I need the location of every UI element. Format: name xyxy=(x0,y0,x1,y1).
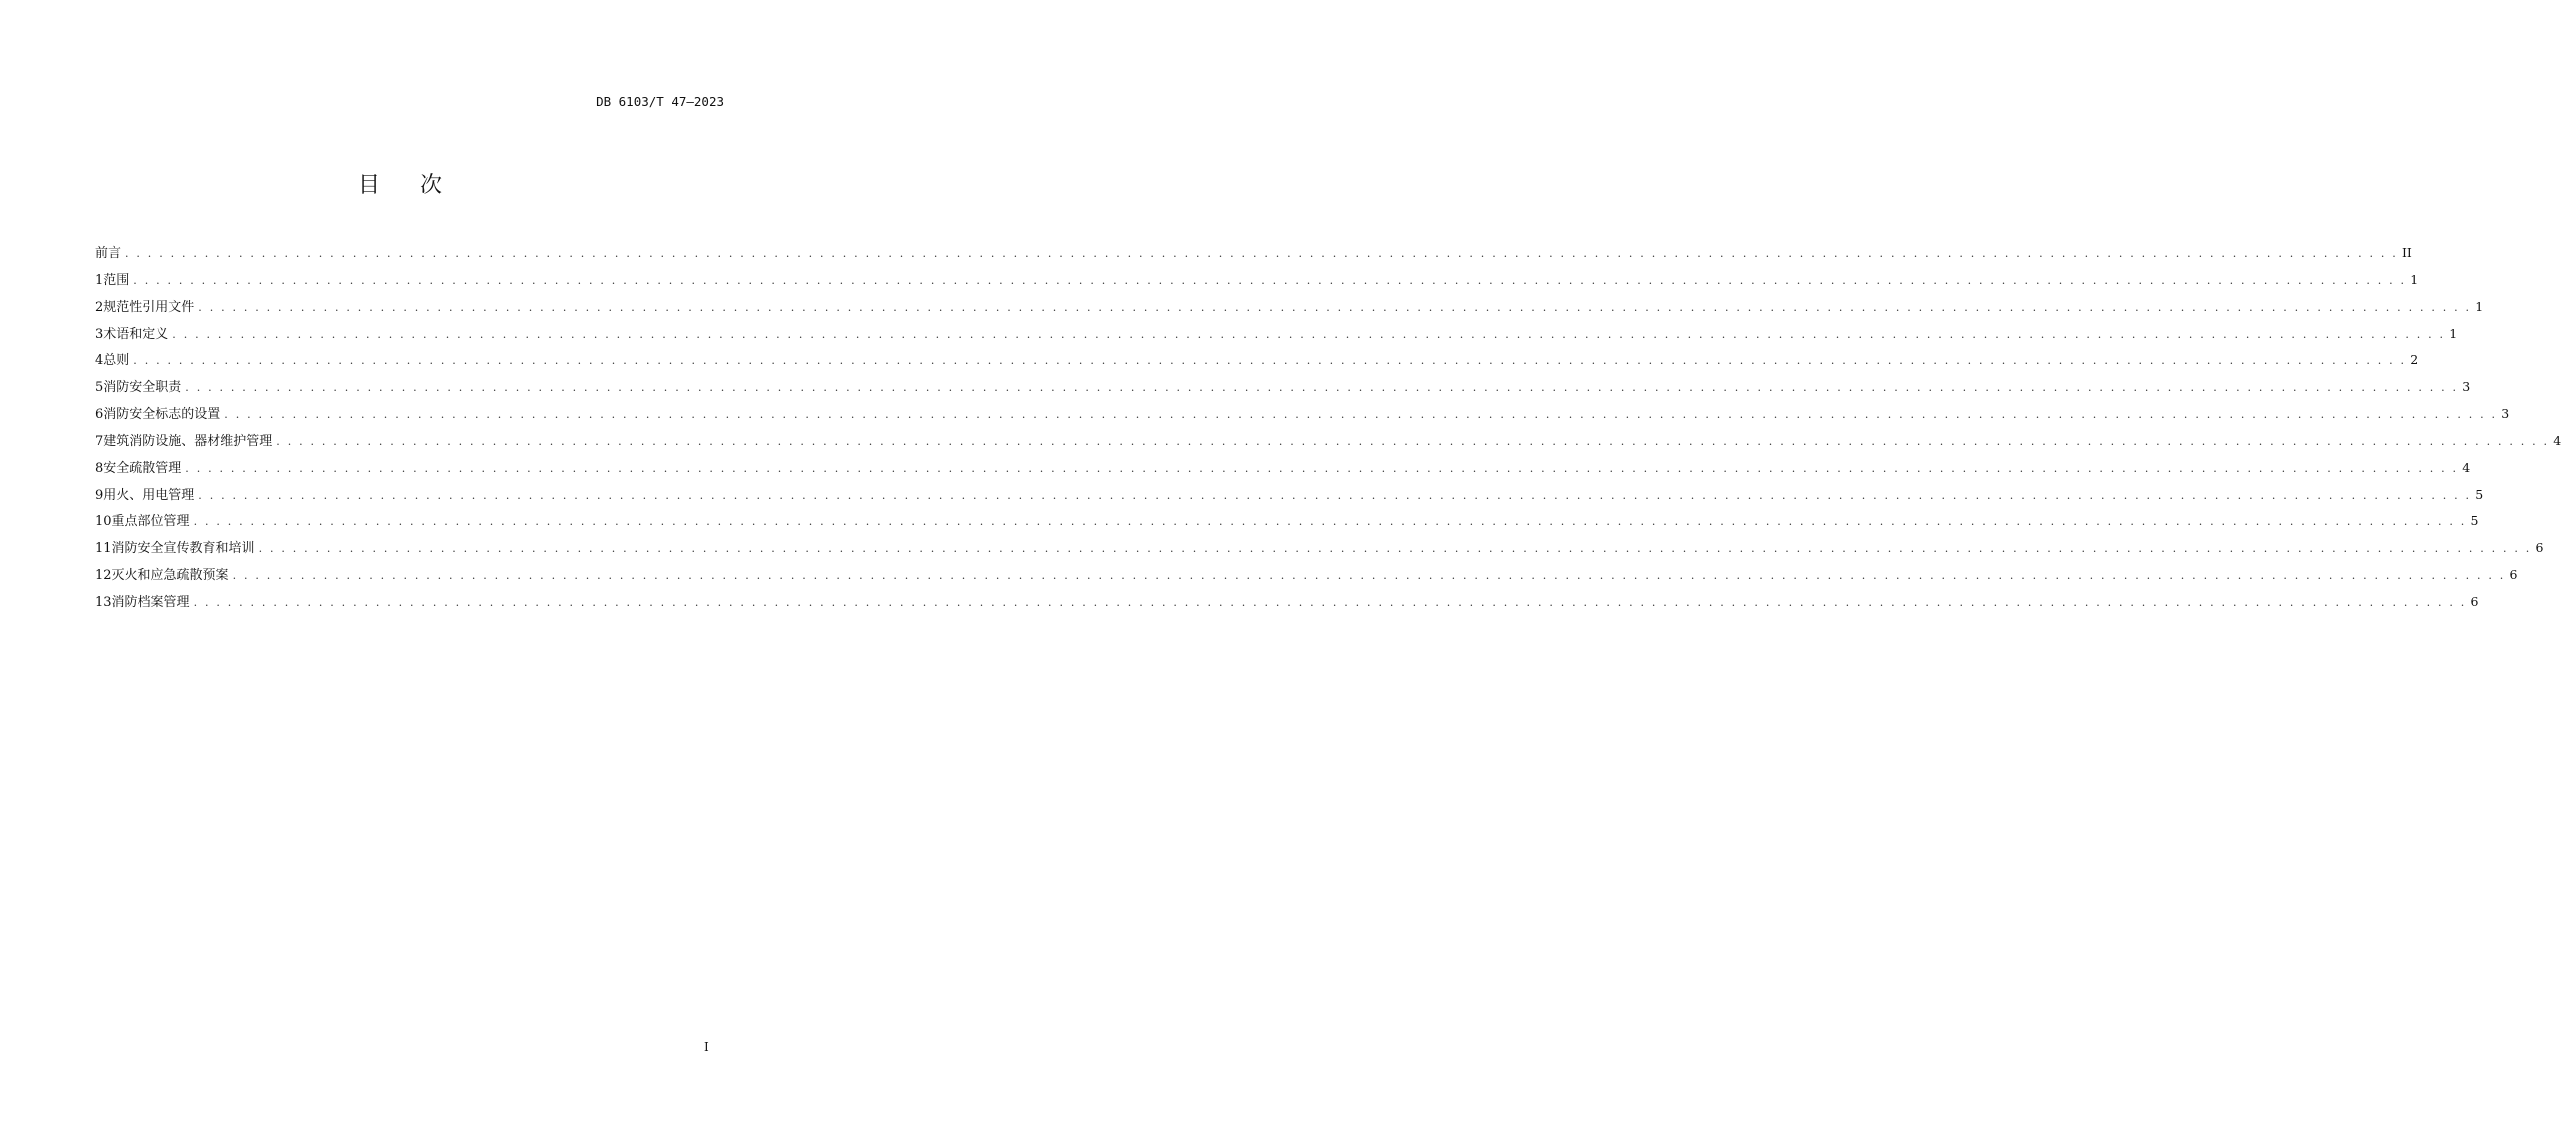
toc-entry-page: 1 xyxy=(2410,271,2419,287)
dot-leader: . . . . . . . . . . . . . . . . . . . . . . . . . . . . . . . . . . . . . . . . . . . . . . . . . . . . . . . . . . . . . . . . . . . . . . . . . . . . . . . . . . . . . . . . . . . . . . . . . . . . . . . . . . . . . . . . . . . . . . . . . . . . . . . . . . . . . . . . . . . . . . . . . . . . . . . . . . . . . . . . . . . . . . . . . . . . . . . . . . . . . . . . . . . . . . . . . . . . . . . . xyxy=(133,273,2407,287)
toc-entry-label: 规范性引用文件 xyxy=(103,299,195,315)
toc-entry[interactable] xyxy=(95,455,2471,482)
dot-leader: . . . . . . . . . . . . . . . . . . . . . . . . . . . . . . . . . . . . . . . . . . . . . . . . . . . . . . . . . . . . . . . . . . . . . . . . . . . . . . . . . . . . . . . . . . . . . . . . . . . . . . . . . . . . . . . . . . . . . . . . . . . . . . . . . . . . . . . . . . . . . . . . . . . . . . . . . . . . . . . . . . . . . . . . . . . . . . . . . . . . . . . . . . . . . . . . . . . . . . . . xyxy=(133,354,2407,368)
toc-entry-page: 4 xyxy=(2462,459,2471,475)
toc-entry-page: 1 xyxy=(2449,325,2458,341)
toc-entry-number: 3 xyxy=(95,326,104,342)
toc-entry-page: 6 xyxy=(2509,567,2518,583)
toc-entry-number: 8 xyxy=(95,460,104,476)
toc-entry-page: 4 xyxy=(2553,432,2561,448)
toc-entry[interactable] xyxy=(95,535,2544,562)
toc-entry-number: 2 xyxy=(95,299,104,315)
toc-entry-label: 消防档案管理 xyxy=(111,594,190,610)
toc-entry-number: 6 xyxy=(95,407,104,423)
dot-leader: . . . . . . . . . . . . . . . . . . . . . . . . . . . . . . . . . . . . . . . . . . . . . . . . . . . . . . . . . . . . . . . . . . . . . . . . . . . . . . . . . . . . . . . . . . . . . . . . . . . . . . . . . . . . . . . . . . . . . . . . . . . . . . . . . . . . . . . . . . . . . . . . . . . . . . . . . . . . . . . . . . . . . . . . . . . . . . . . . . . . . . . . . . . . . . . . . . . . . . . . xyxy=(185,381,2459,395)
toc-entry-page: 3 xyxy=(2462,379,2471,395)
toc-entry-number: 5 xyxy=(95,380,104,396)
toc-entry-page: 6 xyxy=(2470,593,2479,609)
dot-leader: . . . . . . . . . . . . . . . . . . . . . . . . . . . . . . . . . . . . . . . . . . . . . . . . . . . . . . . . . . . . . . . . . . . . . . . . . . . . . . . . . . . . . . . . . . . . . . . . . . . . . . . . . . . . . . . . . . . . . . . . . . . . . . . . . . . . . . . . . . . . . . . . . . . . . . . . . . . . . . . . . . . . . . . . . . . . . . . . . . . . . . . . . . . . . . . . . . . . . . . . xyxy=(258,542,2532,556)
toc-entry[interactable] xyxy=(95,428,2561,455)
toc-entry-label: 范围 xyxy=(103,272,130,288)
dot-leader: . . . . . . . . . . . . . . . . . . . . . . . . . . . . . . . . . . . . . . . . . . . . . . . . . . . . . . . . . . . . . . . . . . . . . . . . . . . . . . . . . . . . . . . . . . . . . . . . . . . . . . . . . . . . . . . . . . . . . . . . . . . . . . . . . . . . . . . . . . . . . . . . . . . . . . . . . . . . . . . . . . . . . . . . . . . . . . . . . . . . . . . . . . . . . . . . . . . . . . . . xyxy=(193,515,2467,529)
toc-entry-number: 7 xyxy=(95,433,104,449)
toc-entry-number: 13 xyxy=(95,594,112,610)
toc-entry-label: 消防安全宣传教育和培训 xyxy=(111,541,255,557)
toc-entry-label: 总则 xyxy=(103,353,130,369)
toc-entry[interactable] xyxy=(95,589,2479,616)
toc-entry[interactable] xyxy=(95,508,2479,535)
toc-entry-number: 4 xyxy=(95,353,104,369)
toc-entry-page: 1 xyxy=(2475,298,2484,314)
dot-leader: . . . . . . . . . . . . . . . . . . . . . . . . . . . . . . . . . . . . . . . . . . . . . . . . . . . . . . . . . . . . . . . . . . . . . . . . . . . . . . . . . . . . . . . . . . . . . . . . . . . . . . . . . . . . . . . . . . . . . . . . . . . . . . . . . . . . . . . . . . . . . . . . . . . . . . . . . . . . . . . . . . . . . . . . . . . . . . . . . . . . . . . . . . . . . . . . . . . . . . . . xyxy=(198,300,2472,314)
toc-entry-page: 6 xyxy=(2535,540,2544,556)
toc-entry-label: 建筑消防设施、器材维护管理 xyxy=(103,433,273,449)
toc-entry[interactable] xyxy=(95,562,2518,589)
dot-leader: . . . . . . . . . . . . . . . . . . . . . . . . . . . . . . . . . . . . . . . . . . . . . . . . . . . . . . . . . . . . . . . . . . . . . . . . . . . . . . . . . . . . . . . . . . . . . . . . . . . . . . . . . . . . . . . . . . . . . . . . . . . . . . . . . . . . . . . . . . . . . . . . . . . . . . . . . . . . . . . . . . . . . . . . . . . . . . . . . . . . . . . . . . . . . . . . . . . . . . . . xyxy=(172,327,2446,341)
toc-entry-label: 灭火和应急疏散预案 xyxy=(111,568,229,584)
toc-entry-page: 5 xyxy=(2475,486,2484,502)
toc-entry-page: 3 xyxy=(2501,406,2510,422)
page-number: I xyxy=(704,1040,709,1054)
toc-entry-number: 1 xyxy=(95,272,104,288)
toc-entry-label: 前言 xyxy=(95,246,122,261)
toc-entry-label: 消防安全职责 xyxy=(103,380,182,396)
table-of-contents xyxy=(95,240,2561,616)
dot-leader: . . . . . . . . . . . . . . . . . . . . . . . . . . . . . . . . . . . . . . . . . . . . . . . . . . . . . . . . . . . . . . . . . . . . . . . . . . . . . . . . . . . . . . . . . . . . . . . . . . . . . . . . . . . . . . . . . . . . . . . . . . . . . . . . . . . . . . . . . . . . . . . . . . . . . . . . . . . . . . . . . . . . . . . . . . . . . . . . . . . . . . . . . . . . . . . . . . . . . . . . xyxy=(125,247,2398,260)
page-title: 目次 xyxy=(357,173,482,198)
toc-entry-label: 安全疏散管理 xyxy=(103,460,182,476)
dot-leader: . . . . . . . . . . . . . . . . . . . . . . . . . . . . . . . . . . . . . . . . . . . . . . . . . . . . . . . . . . . . . . . . . . . . . . . . . . . . . . . . . . . . . . . . . . . . . . . . . . . . . . . . . . . . . . . . . . . . . . . . . . . . . . . . . . . . . . . . . . . . . . . . . . . . . . . . . . . . . . . . . . . . . . . . . . . . . . . . . . . . . . . . . . . . . . . . . . . . . . . . xyxy=(185,461,2459,475)
toc-entry-number: 12 xyxy=(95,568,112,584)
toc-entry[interactable] xyxy=(95,374,2471,401)
toc-entry-label: 用火、用电管理 xyxy=(103,487,195,503)
toc-entry[interactable] xyxy=(95,267,2419,294)
document-id: DB 6103/T 47—2023 xyxy=(596,94,724,109)
toc-entry-page: 2 xyxy=(2410,352,2419,368)
toc-entry-label: 消防安全标志的设置 xyxy=(103,407,221,423)
toc-entry[interactable] xyxy=(95,294,2484,321)
toc-entry-label: 术语和定义 xyxy=(103,326,169,342)
toc-entry[interactable] xyxy=(95,321,2458,348)
dot-leader: . . . . . . . . . . . . . . . . . . . . . . . . . . . . . . . . . . . . . . . . . . . . . . . . . . . . . . . . . . . . . . . . . . . . . . . . . . . . . . . . . . . . . . . . . . . . . . . . . . . . . . . . . . . . . . . . . . . . . . . . . . . . . . . . . . . . . . . . . . . . . . . . . . . . . . . . . . . . . . . . . . . . . . . . . . . . . . . . . . . . . . . . . . . . . . . . . . . . . . . . xyxy=(276,434,2550,448)
toc-entry-number: 9 xyxy=(95,487,104,503)
toc-entry[interactable] xyxy=(95,482,2484,509)
dot-leader: . . . . . . . . . . . . . . . . . . . . . . . . . . . . . . . . . . . . . . . . . . . . . . . . . . . . . . . . . . . . . . . . . . . . . . . . . . . . . . . . . . . . . . . . . . . . . . . . . . . . . . . . . . . . . . . . . . . . . . . . . . . . . . . . . . . . . . . . . . . . . . . . . . . . . . . . . . . . . . . . . . . . . . . . . . . . . . . . . . . . . . . . . . . . . . . . . . . . . . . . xyxy=(224,408,2498,422)
dot-leader: . . . . . . . . . . . . . . . . . . . . . . . . . . . . . . . . . . . . . . . . . . . . . . . . . . . . . . . . . . . . . . . . . . . . . . . . . . . . . . . . . . . . . . . . . . . . . . . . . . . . . . . . . . . . . . . . . . . . . . . . . . . . . . . . . . . . . . . . . . . . . . . . . . . . . . . . . . . . . . . . . . . . . . . . . . . . . . . . . . . . . . . . . . . . . . . . . . . . . . . . xyxy=(232,569,2506,583)
toc-entry-page: 5 xyxy=(2470,513,2479,529)
dot-leader: . . . . . . . . . . . . . . . . . . . . . . . . . . . . . . . . . . . . . . . . . . . . . . . . . . . . . . . . . . . . . . . . . . . . . . . . . . . . . . . . . . . . . . . . . . . . . . . . . . . . . . . . . . . . . . . . . . . . . . . . . . . . . . . . . . . . . . . . . . . . . . . . . . . . . . . . . . . . . . . . . . . . . . . . . . . . . . . . . . . . . . . . . . . . . . . . . . . . . . . . xyxy=(198,488,2472,502)
toc-entry-label: 重点部位管理 xyxy=(111,514,190,530)
toc-entry-number: 10 xyxy=(95,514,112,530)
toc-entry-number: 11 xyxy=(95,541,112,557)
toc-entry-page: II xyxy=(2401,245,2412,260)
toc-entry[interactable] xyxy=(95,240,2412,267)
toc-entry[interactable] xyxy=(95,401,2510,428)
dot-leader: . . . . . . . . . . . . . . . . . . . . . . . . . . . . . . . . . . . . . . . . . . . . . . . . . . . . . . . . . . . . . . . . . . . . . . . . . . . . . . . . . . . . . . . . . . . . . . . . . . . . . . . . . . . . . . . . . . . . . . . . . . . . . . . . . . . . . . . . . . . . . . . . . . . . . . . . . . . . . . . . . . . . . . . . . . . . . . . . . . . . . . . . . . . . . . . . . . . . . . . . xyxy=(193,595,2467,609)
toc-entry[interactable] xyxy=(95,347,2419,374)
